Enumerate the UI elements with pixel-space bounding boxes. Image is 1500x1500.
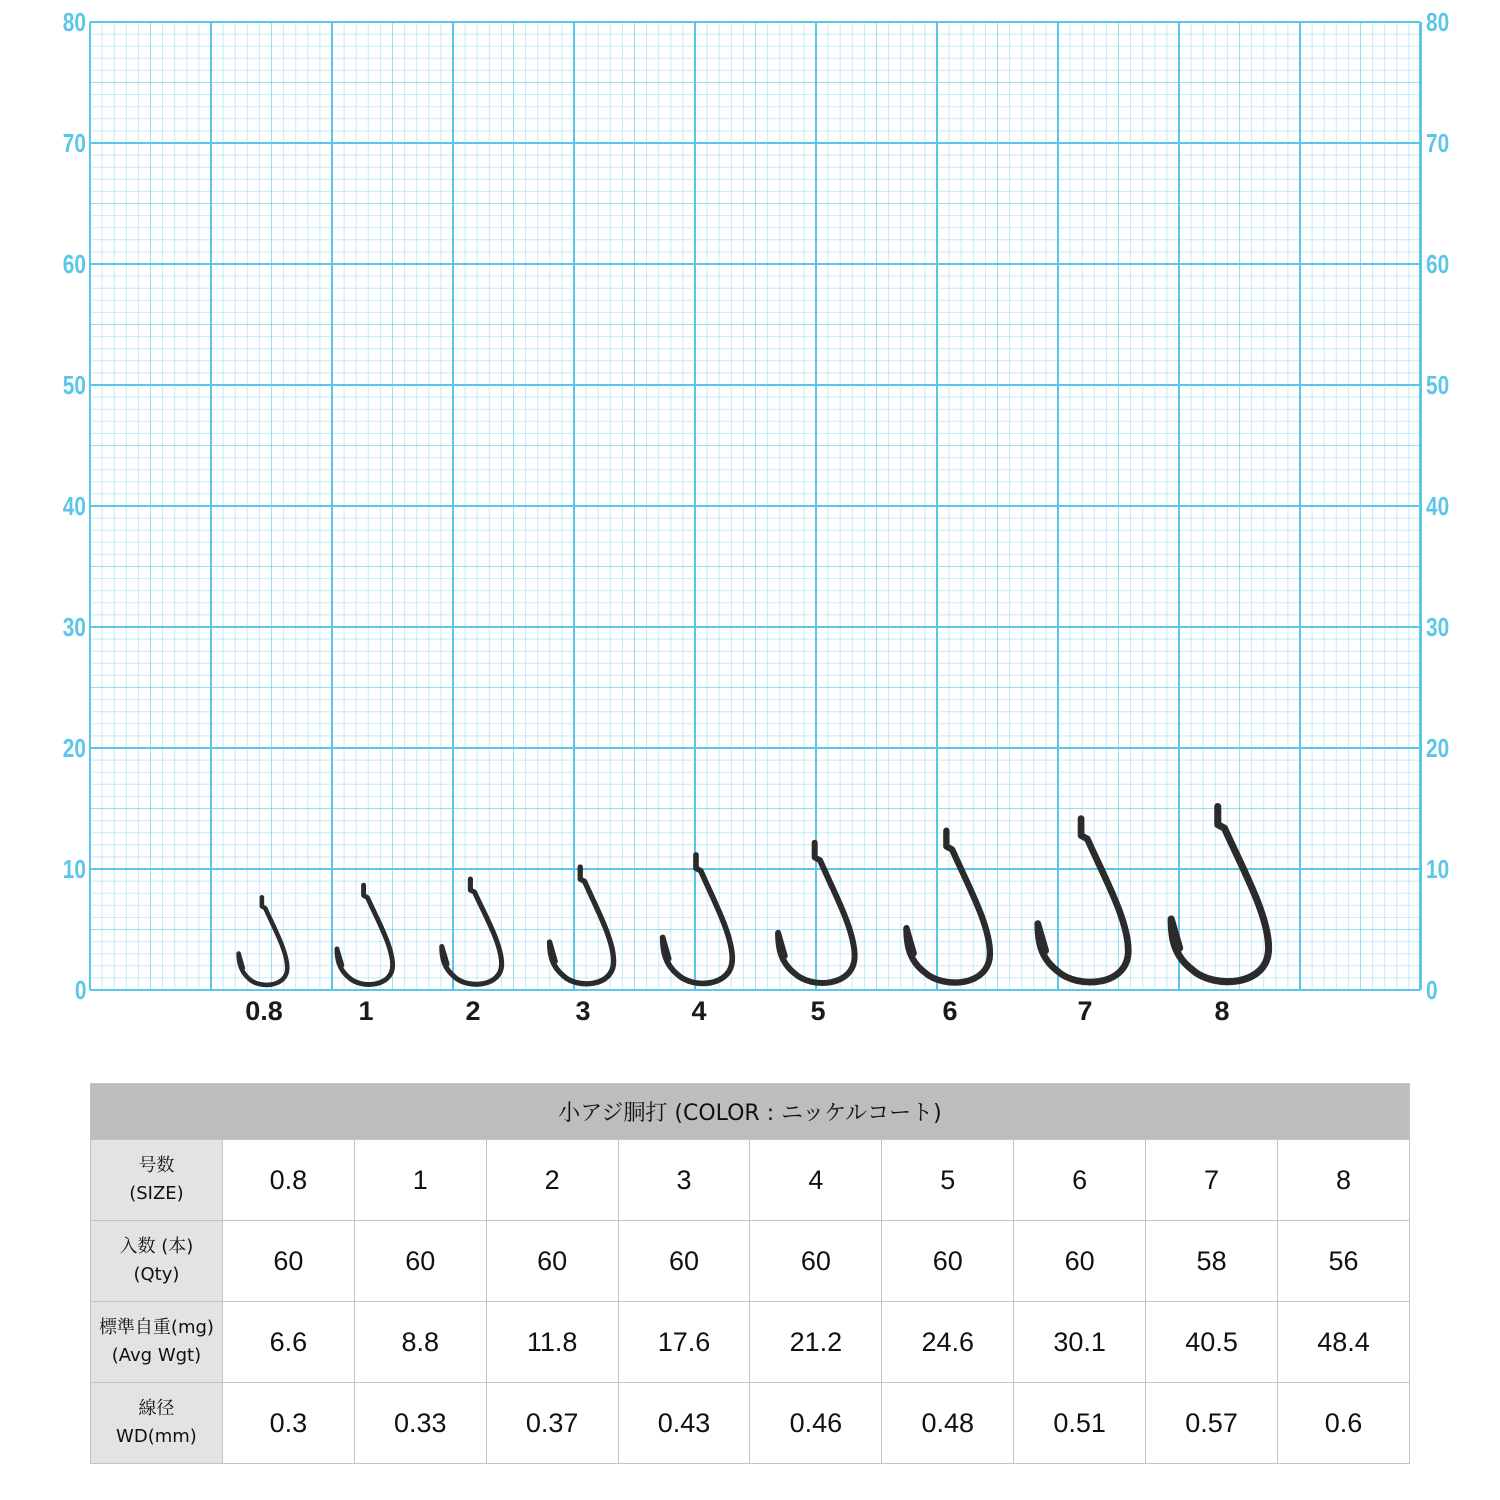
table-row — [91, 1302, 1410, 1383]
table-cell: 0.46 — [750, 1383, 882, 1464]
row-header-en: (Avg Wgt) — [111, 1345, 202, 1366]
hook-1 — [337, 885, 393, 984]
y-tick-label-left: 0 — [74, 975, 86, 1005]
hook-shape — [442, 879, 502, 984]
table-cell: 17.6 — [618, 1302, 750, 1383]
row-header — [91, 1221, 223, 1302]
hook-6 — [906, 831, 989, 983]
row-header-en: (SIZE) — [129, 1183, 184, 1204]
row-header-ja: 線径 — [138, 1398, 175, 1420]
table-cell: 40.5 — [1146, 1302, 1278, 1383]
table-cell: 60 — [1014, 1221, 1146, 1302]
spec-table — [90, 1083, 1410, 1464]
row-header-en: (Qty) — [133, 1264, 180, 1285]
hook-2 — [442, 879, 502, 984]
table-cell: 0.37 — [486, 1383, 618, 1464]
hook-shape — [550, 867, 614, 984]
table-cell: 24.6 — [882, 1302, 1014, 1383]
table-cell: 60 — [486, 1221, 618, 1302]
row-header-ja: 標準自重(mg) — [98, 1317, 214, 1339]
table-cell: 58 — [1146, 1221, 1278, 1302]
hook-shape — [1038, 819, 1128, 983]
table-cell: 8.8 — [354, 1302, 486, 1383]
y-tick-label-right: 10 — [1426, 854, 1450, 884]
table-cell: 11.8 — [486, 1302, 618, 1383]
hook-size-label: 6 — [942, 996, 958, 1026]
table-cell: 1 — [354, 1140, 486, 1221]
table-cell: 30.1 — [1014, 1302, 1146, 1383]
y-tick-label-right: 40 — [1426, 491, 1450, 521]
row-header-ja: 入数 (本) — [119, 1236, 194, 1258]
hook-size-label: 2 — [465, 996, 481, 1026]
y-tick-label-right: 80 — [1426, 7, 1450, 37]
table-cell: 48.4 — [1278, 1302, 1410, 1383]
row-header-en: WD(mm) — [116, 1426, 197, 1447]
y-tick-label-right: 70 — [1426, 128, 1450, 158]
hook-3 — [550, 867, 614, 984]
table-cell: 0.33 — [354, 1383, 486, 1464]
hook-shape — [337, 885, 393, 984]
table-cell: 0.48 — [882, 1383, 1014, 1464]
y-tick-label-left: 50 — [62, 370, 86, 400]
hook-size-label: 0.8 — [245, 996, 283, 1026]
table-cell: 21.2 — [750, 1302, 882, 1383]
hook-shape — [239, 897, 288, 985]
table-cell: 6 — [1014, 1140, 1146, 1221]
table-title: 小アジ胴打 (COLOR : ニッケルコート) — [91, 1084, 1410, 1140]
table-cell: 4 — [750, 1140, 882, 1221]
hook-size-label: 7 — [1077, 996, 1093, 1026]
table-cell: 7 — [1146, 1140, 1278, 1221]
y-tick-label-left: 10 — [62, 854, 86, 884]
table-cell: 60 — [882, 1221, 1014, 1302]
row-header — [91, 1302, 223, 1383]
row-header — [91, 1140, 223, 1221]
hook-size-label: 1 — [358, 996, 374, 1026]
y-tick-label-right: 0 — [1426, 975, 1438, 1005]
y-tick-label-left: 40 — [62, 491, 86, 521]
y-tick-label-right: 30 — [1426, 612, 1450, 642]
table-cell: 3 — [618, 1140, 750, 1221]
table-cell: 0.43 — [618, 1383, 750, 1464]
y-tick-label-left: 70 — [62, 128, 86, 158]
table-cell: 6.6 — [222, 1302, 354, 1383]
table-cell: 60 — [354, 1221, 486, 1302]
y-tick-label-right: 60 — [1426, 249, 1450, 279]
hook-0.8 — [239, 897, 288, 985]
hook-size-label: 4 — [691, 996, 707, 1026]
table-row — [91, 1383, 1410, 1464]
hook-7 — [1038, 819, 1128, 983]
table-cell: 56 — [1278, 1221, 1410, 1302]
y-tick-label-right: 50 — [1426, 370, 1450, 400]
table-cell: 0.51 — [1014, 1383, 1146, 1464]
hook-4 — [663, 855, 733, 983]
row-header — [91, 1383, 223, 1464]
table-cell: 60 — [750, 1221, 882, 1302]
table-cell: 0.8 — [222, 1140, 354, 1221]
y-tick-label-left: 20 — [62, 733, 86, 763]
row-header-ja: 号数 — [138, 1155, 175, 1177]
table-cell: 0.3 — [222, 1383, 354, 1464]
hook-size-label: 8 — [1214, 996, 1230, 1026]
table-cell: 0.57 — [1146, 1383, 1278, 1464]
y-tick-label-left: 80 — [62, 7, 86, 37]
table-cell: 0.6 — [1278, 1383, 1410, 1464]
y-tick-label-right: 20 — [1426, 733, 1450, 763]
table-row — [91, 1221, 1410, 1302]
table-cell: 60 — [618, 1221, 750, 1302]
spec-table-body — [91, 1140, 1410, 1464]
y-tick-label-left: 60 — [62, 249, 86, 279]
y-tick-label-left: 30 — [62, 612, 86, 642]
hook-shape — [663, 855, 733, 983]
table-cell: 5 — [882, 1140, 1014, 1221]
hook-size-label: 5 — [810, 996, 826, 1026]
hook-shape — [906, 831, 989, 983]
table-cell: 8 — [1278, 1140, 1410, 1221]
hook-size-label: 3 — [575, 996, 591, 1026]
table-row — [91, 1140, 1410, 1221]
table-cell: 2 — [486, 1140, 618, 1221]
table-cell: 60 — [222, 1221, 354, 1302]
